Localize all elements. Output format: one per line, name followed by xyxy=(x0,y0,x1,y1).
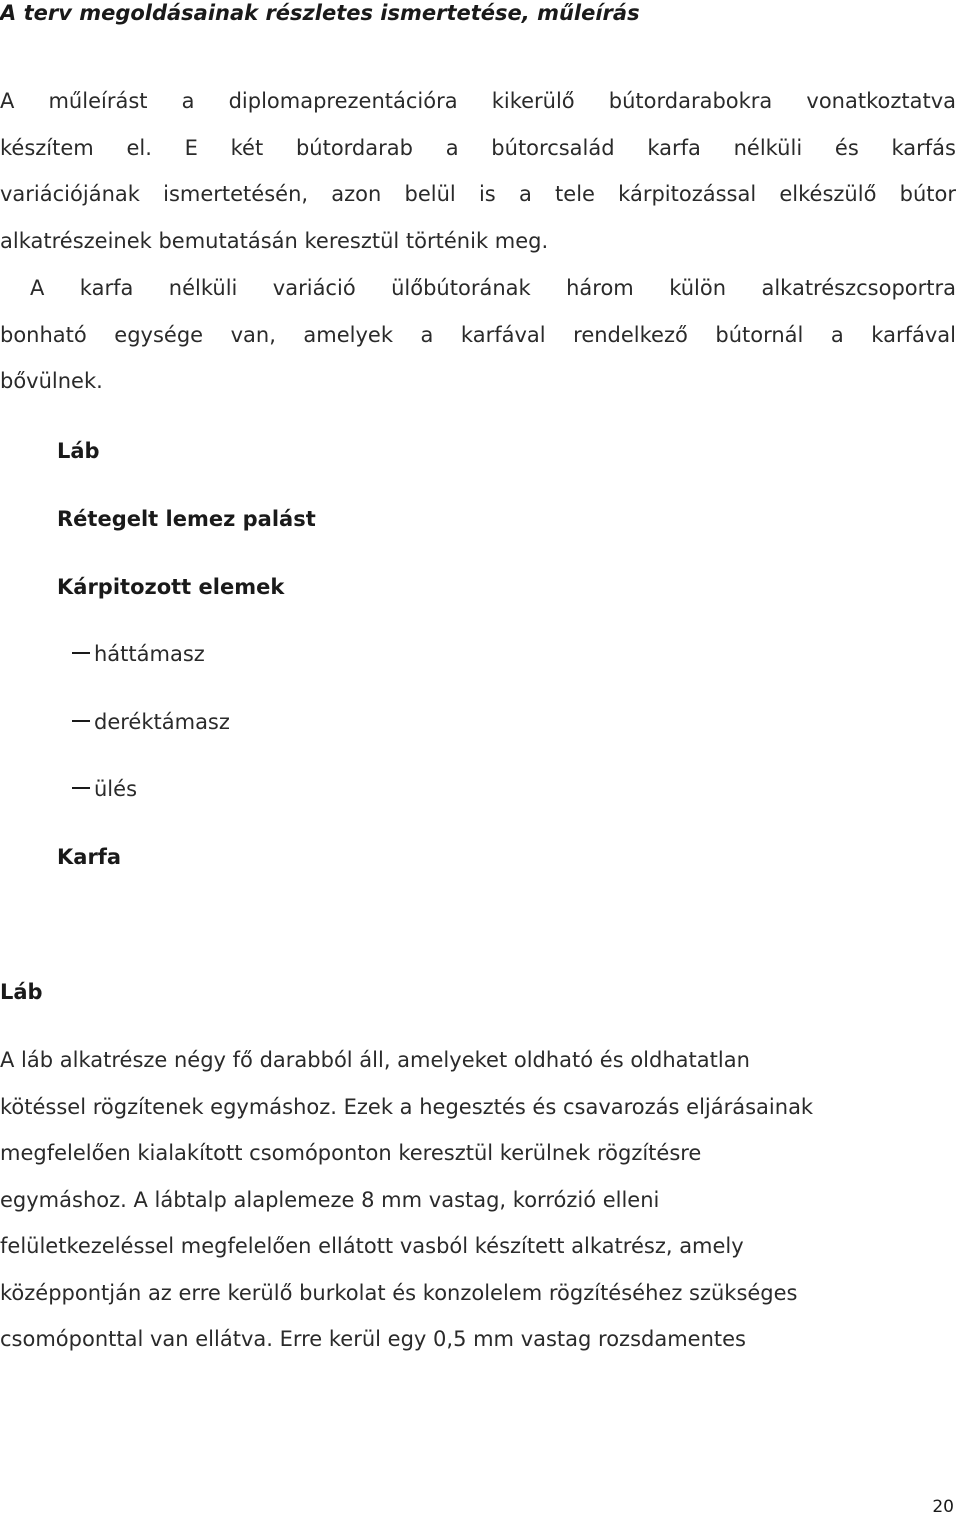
section-title: Láb xyxy=(0,980,43,1004)
section-line: csomóponttal van ellátva. Erre kerül egy 0,5 mm vastag rozsdamentes xyxy=(0,1327,747,1351)
section-paragraph xyxy=(0,1037,940,1363)
intro-line: alkatrészeinek bemutatásán keresztül történik meg. xyxy=(0,229,549,254)
intro-line: A műleírást a diplomaprezentációra kikerülő bútordarabokra vonatkoztatva xyxy=(0,89,956,113)
intro-line: A karfa nélküli variáció ülőbútorának három külön alkatrészcsoportra xyxy=(30,275,956,300)
outline-subitem-label: háttámasz xyxy=(94,642,205,666)
intro-paragraph xyxy=(0,78,956,405)
outline-item: Kárpitozott elemek xyxy=(57,575,285,599)
outline-item: Rétegelt lemez palást xyxy=(57,507,316,531)
dash-bullet-icon xyxy=(72,652,90,654)
page-number: 20 xyxy=(932,1497,954,1517)
outline-subitem xyxy=(72,776,137,802)
outline-item: Karfa xyxy=(57,845,122,869)
section-line: felületkezeléssel megfelelően ellátott vasból készített alkatrész, amely xyxy=(0,1234,744,1258)
section-line: középpontján az erre kerülő burkolat és konzolelem rögzítéséhez szükséges xyxy=(0,1280,798,1305)
dash-bullet-icon xyxy=(72,720,90,722)
section-line: kötéssel rögzítenek egymáshoz. Ezek a hegesztés és csavarozás eljárásainak xyxy=(0,1094,814,1119)
intro-line: készítem el. E két bútordarab a bútorcsalád karfa nélküli és karfás xyxy=(0,135,956,160)
section-line: A láb alkatrésze négy fő darabból áll, amelyeket oldható és oldhatatlan xyxy=(0,1048,750,1072)
intro-line: bonható egysége van, amelyek a karfával rendelkező bútornál a karfával xyxy=(0,322,956,347)
outline-subitem xyxy=(72,709,230,735)
outline-subitem-label: deréktámasz xyxy=(94,710,230,734)
outline-item: Láb xyxy=(57,439,100,463)
page-heading: A terv megoldásainak részletes ismertetése, műleírás xyxy=(0,1,640,25)
intro-line: variációjának ismertetésén, azon belül is a tele kárpitozással elkészülő bútor xyxy=(0,182,956,207)
outline-subitem-label: ülés xyxy=(94,777,138,801)
section-line: egymáshoz. A lábtalp alaplemeze 8 mm vastag, korrózió elleni xyxy=(0,1187,660,1212)
outline-subitem xyxy=(72,641,205,667)
section-line: megfelelően kialakított csomóponton keresztül kerülnek rögzítésre xyxy=(0,1141,702,1165)
dash-bullet-icon xyxy=(72,787,90,789)
intro-line: bővülnek. xyxy=(0,369,103,394)
